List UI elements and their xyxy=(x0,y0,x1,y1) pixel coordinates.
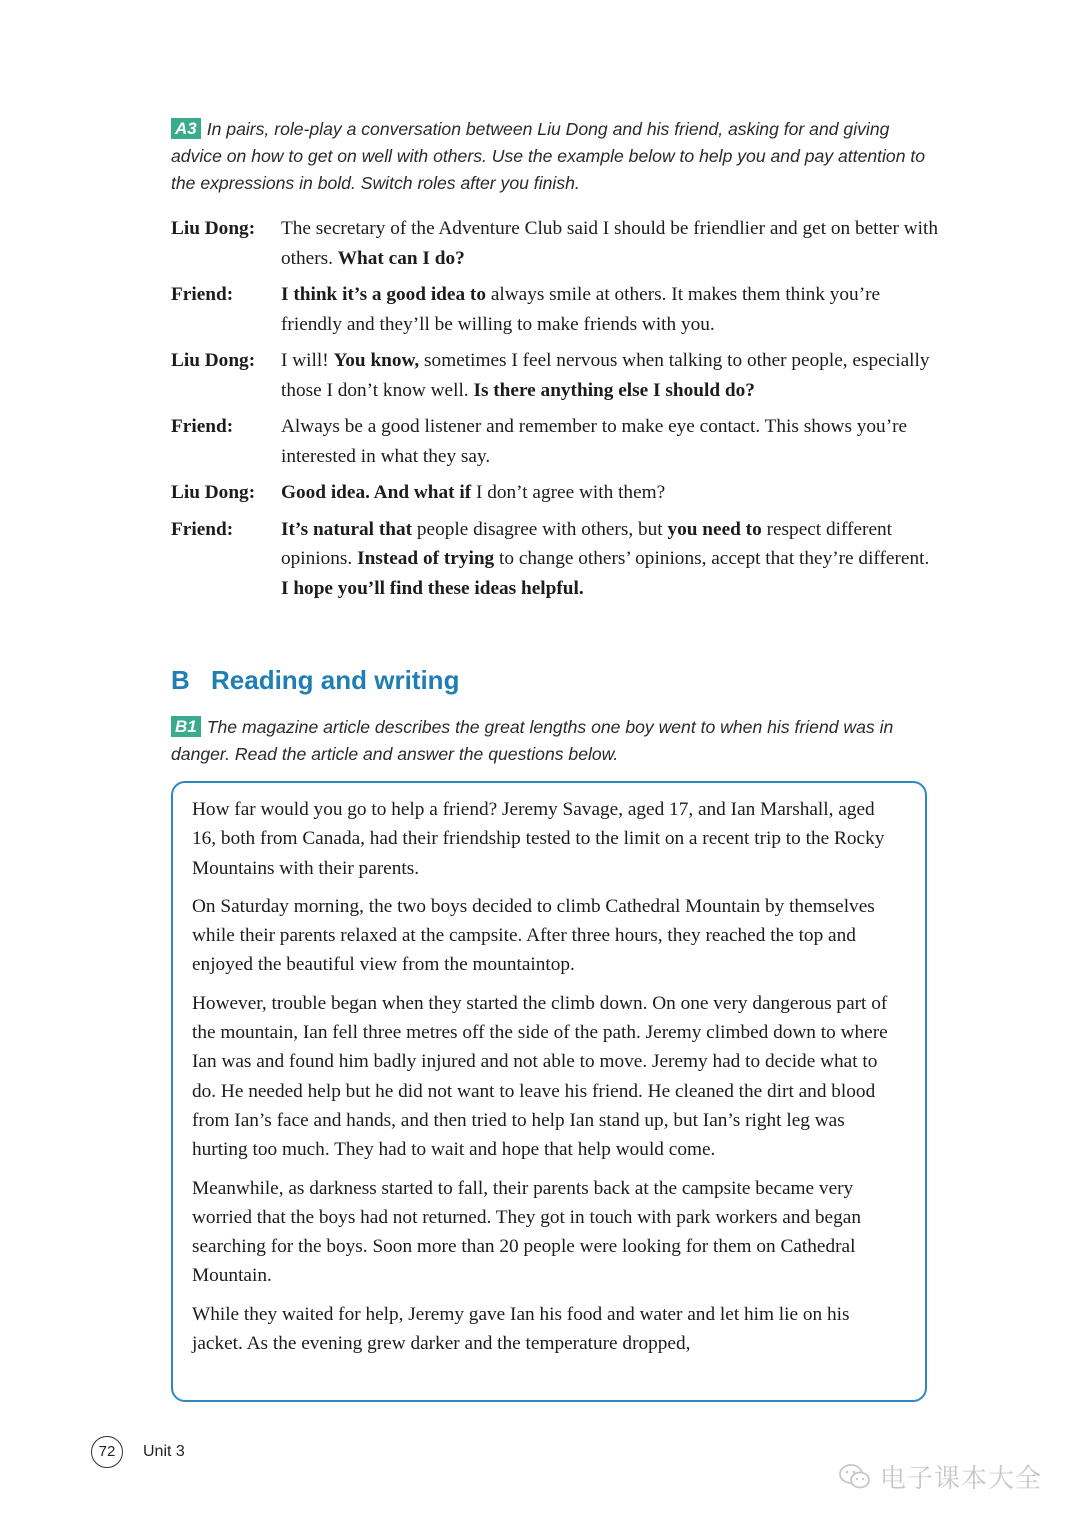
bold-expression: What can I do? xyxy=(337,247,465,269)
section-b-title: Reading and writing xyxy=(211,665,460,695)
bold-expression: you need to xyxy=(667,518,762,540)
bold-expression: It’s natural that xyxy=(281,518,413,540)
bold-expression: Instead of trying xyxy=(357,548,495,569)
dialogue-speaker: Liu Dong: xyxy=(171,218,256,239)
task-b1-instruction xyxy=(171,714,936,768)
article-paragraph: Meanwhile, as darkness started to fall, their parents back at the campsite became very worried that the boys had not returned. They got in touch with park workers and began searching for the boys. Soon more than 20 people were looking for them on Cathedral Mountain. xyxy=(192,1177,861,1287)
bold-expression: You know, xyxy=(333,350,420,371)
task-b1-text: The magazine article describes the great lengths one boy went to when his friend was in danger. Read the article and answer the questions below. xyxy=(171,717,894,764)
dialogue xyxy=(171,214,941,610)
speech-text: sometimes I feel nervous when talking to other people, especially those I don’t know well. xyxy=(281,350,930,401)
dialogue-speaker: Friend: xyxy=(171,284,234,305)
bold-expression: I hope you’ll find these ideas helpful. xyxy=(281,577,584,599)
article-paragraph: However, trouble began when they started the climb down. On one very dangerous part of the mountain, Ian fell three metres off the side of the path. Jeremy climbed down to where Ian was and found him badly injured and not able to move. Jeremy had to decide what to do. He needed help but he did not want to leave his friend. He cleaned the dirt and blood from Ian’s face and hands, and then tried to help Ian stand up, but Ian’s right leg was hurting too much. They had to wait and hope that help would come. xyxy=(192,992,888,1161)
speech-text: people disagree with others, but xyxy=(412,518,668,540)
dialogue-speech xyxy=(281,346,941,405)
dialogue-speaker: Friend: xyxy=(171,416,234,437)
dialogue-line xyxy=(171,478,941,508)
watermark-text: 电子课本大全 xyxy=(880,1464,1043,1494)
article-paragraph: On Saturday morning, the two boys decided to climb Cathedral Mountain by themselves while their parents relaxed at the campsite. After three hours, they reached the top and enjoyed the beautiful view from the mountaintop. xyxy=(192,895,875,976)
bold-expression: Good idea. And what if xyxy=(281,482,472,503)
dialogue-line xyxy=(171,214,941,273)
dialogue-line xyxy=(171,412,941,471)
speech-text: always smile at others. It makes them think you’re friendly and they’ll be willing to make friends with you. xyxy=(281,284,881,335)
dialogue-speech xyxy=(281,214,941,273)
section-b-heading xyxy=(171,660,459,700)
watermark xyxy=(838,1458,1042,1495)
speech-text: The secretary of the Adventure Club said I should be friendlier and get on better with others. xyxy=(281,218,938,269)
dialogue-speech xyxy=(281,280,941,339)
dialogue-line xyxy=(171,346,941,405)
dialogue-speaker: Liu Dong: xyxy=(171,482,256,503)
speech-text: I don’t agree with them? xyxy=(471,482,666,503)
section-b-letter: B xyxy=(171,665,190,695)
speech-text: respect different opinions. xyxy=(281,518,893,569)
speech-text: to change others’ opinions, accept that they’re different. xyxy=(494,548,930,569)
article-paragraph: While they waited for help, Jeremy gave Ian his food and water and let him lie on his jacket. As the evening grew darker and the temperature dropped, xyxy=(192,1303,850,1355)
speech-text: Always be a good listener and remember to make eye contact. This shows you’re interested in what they say. xyxy=(281,416,908,467)
wechat-icon xyxy=(838,1463,872,1491)
bold-expression: I think it’s a good idea to xyxy=(281,284,486,305)
unit-label: Unit 3 xyxy=(143,1443,185,1460)
dialogue-line xyxy=(171,280,941,339)
task-a3-instruction xyxy=(171,116,936,197)
speech-text: I will! xyxy=(281,350,334,371)
dialogue-speaker: Liu Dong: xyxy=(171,350,256,371)
dialogue-line xyxy=(171,515,941,604)
task-a3-text: In pairs, role-play a conversation between Liu Dong and his friend, asking for and giving advice on how to get on well with others. Use the example below to help you and pay attention to the expressions in bold. Switch roles after you finish. xyxy=(171,119,926,193)
page-number: 72 xyxy=(91,1436,123,1468)
dialogue-speech xyxy=(281,515,941,604)
task-b1-tag: B1 xyxy=(171,716,201,737)
article-box xyxy=(171,781,927,1402)
dialogue-speech xyxy=(281,478,941,508)
task-a3-tag: A3 xyxy=(171,118,201,139)
article-paragraph: How far would you go to help a friend? Jeremy Savage, aged 17, and Ian Marshall, aged 16, both from Canada, had their friendship tested to the limit on a recent trip to the Rocky Mountains with their parents. xyxy=(192,799,885,879)
dialogue-speaker: Friend: xyxy=(171,518,234,540)
bold-expression: Is there anything else I should do? xyxy=(473,379,755,401)
dialogue-speech xyxy=(281,412,941,471)
